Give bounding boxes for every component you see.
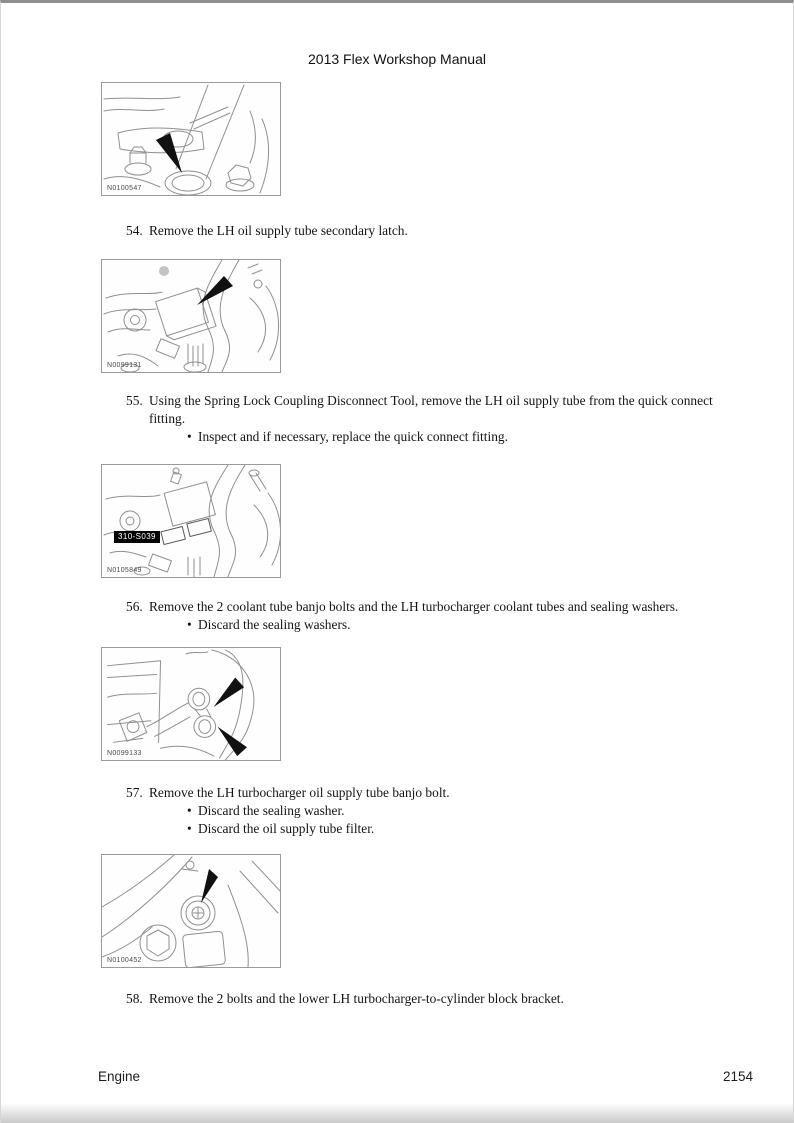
figure-block-bracket-bolt xyxy=(101,854,281,968)
engine-line-drawing xyxy=(102,465,280,577)
step-text: Remove the LH turbocharger oil supply tube banjo bolt. xyxy=(149,785,450,800)
page-title: 2013 Flex Workshop Manual xyxy=(308,51,486,67)
bullet-text: Discard the oil supply tube filter. xyxy=(198,821,375,836)
figure-disconnect-tool xyxy=(101,464,281,578)
bullet-text: Discard the sealing washers. xyxy=(198,617,351,632)
step-number: 56. xyxy=(126,599,143,614)
step-text: Using the Spring Lock Coupling Disconnect Tool, remove the LH oil supply tube from the quick connect fitting. xyxy=(149,393,713,426)
footer-page-number: 2154 xyxy=(722,1069,753,1084)
step-57 xyxy=(126,784,748,802)
page-footer xyxy=(98,1069,753,1084)
figure-id: N0105849 xyxy=(107,567,142,574)
engine-line-drawing xyxy=(102,260,280,372)
step-58 xyxy=(126,990,748,1008)
bullet-dot: • xyxy=(187,821,192,836)
page-header xyxy=(1,3,793,69)
engine-line-drawing xyxy=(102,83,280,195)
bullet-item xyxy=(187,616,727,634)
step-54 xyxy=(126,222,748,240)
figure-id: N0099131 xyxy=(107,362,142,369)
figure-id: N0099133 xyxy=(107,750,142,757)
engine-line-drawing xyxy=(102,648,280,760)
figure-id: N0100452 xyxy=(107,957,142,964)
pointer-arrow-icon xyxy=(214,677,244,706)
step-text: Remove the 2 bolts and the lower LH turbocharger-to-cylinder block bracket. xyxy=(149,991,564,1006)
bullet-text: Discard the sealing washer. xyxy=(198,803,345,818)
pointer-arrow-icon xyxy=(201,869,218,903)
bullet-item xyxy=(187,428,727,446)
figure-quick-connect-latch xyxy=(101,259,281,373)
step-text: Remove the LH oil supply tube secondary latch. xyxy=(149,223,408,238)
figure-id: N0100547 xyxy=(107,185,142,192)
tool-number-label: 310-S039 xyxy=(114,531,160,543)
step-number: 58. xyxy=(126,991,143,1006)
step-56 xyxy=(126,598,748,616)
bullet-dot: • xyxy=(187,803,192,818)
bullet-text: Inspect and if necessary, replace the quick connect fitting. xyxy=(198,429,508,444)
step-text: Remove the 2 coolant tube banjo bolts and the LH turbocharger coolant tubes and sealing washers. xyxy=(149,599,679,614)
step-number: 55. xyxy=(126,393,143,408)
bullet-dot: • xyxy=(187,617,192,632)
figure-coolant-banjo-bolts xyxy=(101,647,281,761)
footer-section-label: Engine xyxy=(98,1069,141,1084)
bullet-item xyxy=(187,802,727,820)
step-number: 54. xyxy=(126,223,143,238)
engine-line-drawing xyxy=(102,855,280,967)
figure-oil-supply-tube-latch xyxy=(101,82,281,196)
bullet-dot: • xyxy=(187,429,192,444)
page-edge-shadow xyxy=(1,1103,793,1123)
bullet-item xyxy=(187,820,727,838)
step-number: 57. xyxy=(126,785,143,800)
step-55 xyxy=(126,392,748,428)
